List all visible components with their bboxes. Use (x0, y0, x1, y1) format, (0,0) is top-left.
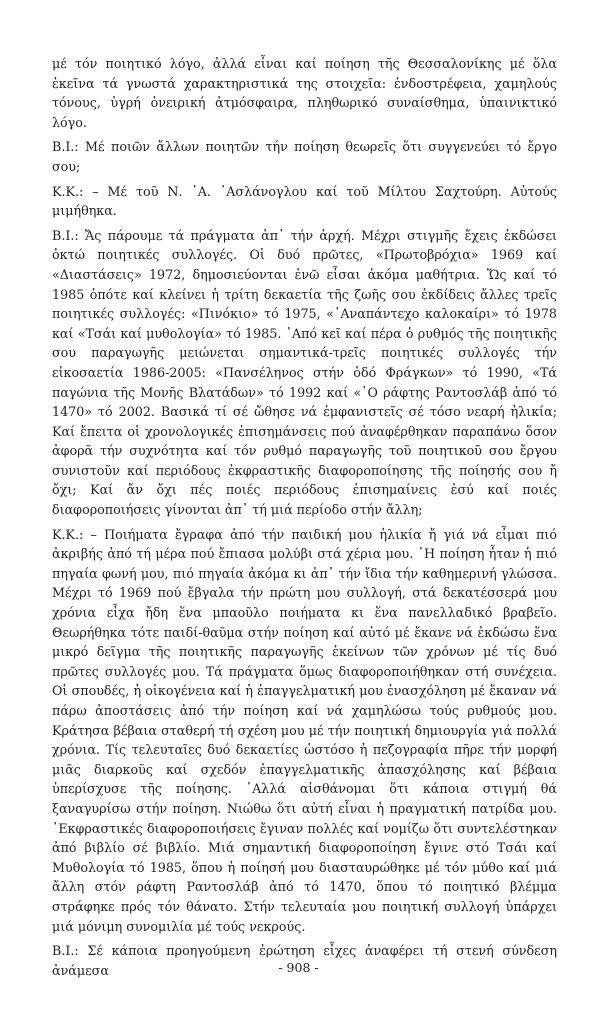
paragraph-question-collections: Β.Ι.: Ἄς πάρουμε τά πράγματα ἀπ᾿ τήν ἀρχή. Μέχρι στιγμῆς ἔχεις ἐκδώσει ὀκτώ ποιητικές συλλογές. Οἱ δυό πρῶτες, «Πρωτοβρόχια» 1969 καί «Διαστάσεις» 1972, δημοσιεύονται ἐνῶ εἶσαι ἀκόμα μαθήτρια. Ὥς καί τό 1985 ὁπότε καί κλείνει ἡ τρίτη δεκαετία τῆς ζωῆς σου ἐκδίδεις ἄλλες τρεῖς ποιητικές συλλογές: «Πινόκιο» τό 1975, «᾿Αναπάντεχο καλοκαίρι» τό 1978 καί «Τσάι καί μυθολογία» τό 1985. ᾿Από κεῖ καί πέρα ὁ ρυθμός τῆς ποιητικῆς σου παραγωγῆς μειώνεται σημαντικά-τρεῖς ποιητικές συλλογές τήν εἰκοσαετία 1986-2005: «Πανσέληνος στήν ὁδό Φράγκων» τό 1990, «Τά παγώνια τῆς Μονῆς Βλατάδων» τό 1992 καί «῾Ο ράφτης Ραντοσλάβ ἀπό τό 1470» τό 2002. Βασικά τί σέ ὤθησε νά ἐμφανιστεῖς σέ τόσο νεαρή ἡλικία; Καί ἔπειτα οἱ χρονολογικές ἐπισημάνσεις πού ἀναφέρθηκαν παραπάνω ὅσον ἀφορᾶ τήν συχνότητα καί τόν ρυθμό παραγωγῆς τοῦ ποιητικοῦ σου ἔργου συνιστοῦν καί περιόδους ἐκφραστικῆς διαφοροποίησης τῆς ποίησής σου ἤ ὄχι; Καί ἄν ὄχι πές ποιές περιόδους ἐπισημαίνεις ἐσύ καί ποιές διαφοροποιήσεις γίνονται ἀπ᾿ τή μιά περίοδο στήν ἄλλη; (52, 227, 557, 518)
paragraph-question-next: Β.Ι.: Σέ κάποια προηγούμενη ἐρώτηση εἶχες ἀναφέρει τή στενή σύνδεση ἀνάμεσα (52, 943, 557, 978)
paragraph-answer-related-poets: Κ.Κ.: – Μέ τοῦ Ν. ᾿Α. ᾿Ασλάνογλου καί τοῦ Μίλτου Σαχτούρη. Αὐτούς μιμήθηκα. (52, 183, 557, 219)
paragraph-answer-collections: Κ.Κ.: – Ποιήματα ἔγραφα ἀπό τήν παιδική μου ἡλικία ἤ γιά νά εἶμαι πιό ἀκριβής ἀπό τή μέρα πού ἔπιασα μολύβι στά χέρια μου. ῾Η ποίηση ἦταν ἡ πιό πηγαία φωνή μου, πιό πηγαία ἀκόμα κι ἀπ᾿ τήν ἴδια τήν καθημερινή γλώσσα. Μέχρι τό 1969 πού ἔβγαλα τήν πρώτη μου συλλογή, στά δεκατέσσερά μου χρόνια εἶχα ἤδη ἕνα μπαοῦλο ποιήματα κι ἕνα πανελλαδικό βραβεῖο. Θεωρήθηκα τότε παιδί-θαῦμα στήν ποίηση καί αὐτό μέ ἔκανε νά ἐκδώσω ἕνα μικρό δεῖγμα τῆς ποιητικῆς παραγωγῆς ἐκείνων τῶν χρόνων μέ τίς δυό πρῶτες συλλογές μου. Τά πράγματα ὅμως διαφοροποιήθηκαν στή συνέχεια. Οἱ σπουδές, ἡ οἰκογένεια καί ἡ ἐπαγγελματική μου ἐνασχόληση μέ ἔκαναν νά πάρω ἀποστάσεις ἀπό τήν ποίηση καί νά χαμηλώσω τούς ρυθμούς μου. Κράτησα βέβαια σταθερή τή σχέση μου μέ τήν ποιητική δημιουργία γιά πολλά χρόνια. Τίς τελευταῖες δυό δεκαετίες ὡστόσο ἡ πεζογραφία πῆρε τήν μορφή μιᾶς διαρκοῦς καί σχεδόν ἐπαγγελματικῆς ἀπασχόλησης καί βέβαια ὑπερίσχυσε τῆς ποίησης. ᾿Αλλά αἰσθάνομαι ὅτι κάποια στιγμή θά ξαναγυρίσω στήν ποίηση. Νιώθω ὅτι αὐτή εἶναι ἡ πραγματική πατρίδα μου. ᾿Εκφραστικές διαφοροποιήσεις ἔγιναν πολλές καί νομίζω ὅτι συντελέστηκαν ἀπό βιβλίο σέ βιβλίο. Μιά σημαντική διαφοροποίηση ἔγινε στό Τσάι καί Μυθολογία τό 1985, ὅπου ἡ ποίησή μου διασταυρώθηκε μέ τόν μύθο καί μιά ἄλλη στόν ράφτη Ραντοσλάβ ἀπό τό 1470, ὅπου τό ποιητικό βλέμμα στράφηκε πρός τόν θάνατο. Στήν τελευταία μου ποιητική συλλογή ὑπάρχει μιά μόνιμη συνομιλία μέ τούς νεκρούς. (52, 526, 557, 934)
page-body (52, 54, 557, 985)
page-number: - 908 - (278, 960, 319, 975)
paragraph-question-related-poets: Β.Ι.: Μέ ποιῶν ἄλλων ποιητῶν τήν ποίηση θεωρεῖς ὅτι συγγενεύει τό ἔργο σου; (52, 139, 557, 174)
paragraph-intro-continuation: μέ τόν ποιητικό λόγο, ἀλλά εἶναι καί ποίηση τῆς Θεσσαλονίκης μέ ὅλα ἐκεῖνα τά γνωστά χαρακτηριστικά της στοιχεῖα: ἐνδοστρέφεια, χαμηλούς τόνους, ὑγρή ὀνειρική ἀτμόσφαιρα, πληθωρικό συναίσθημα, ὑπαινικτικό λόγο. (52, 56, 557, 130)
